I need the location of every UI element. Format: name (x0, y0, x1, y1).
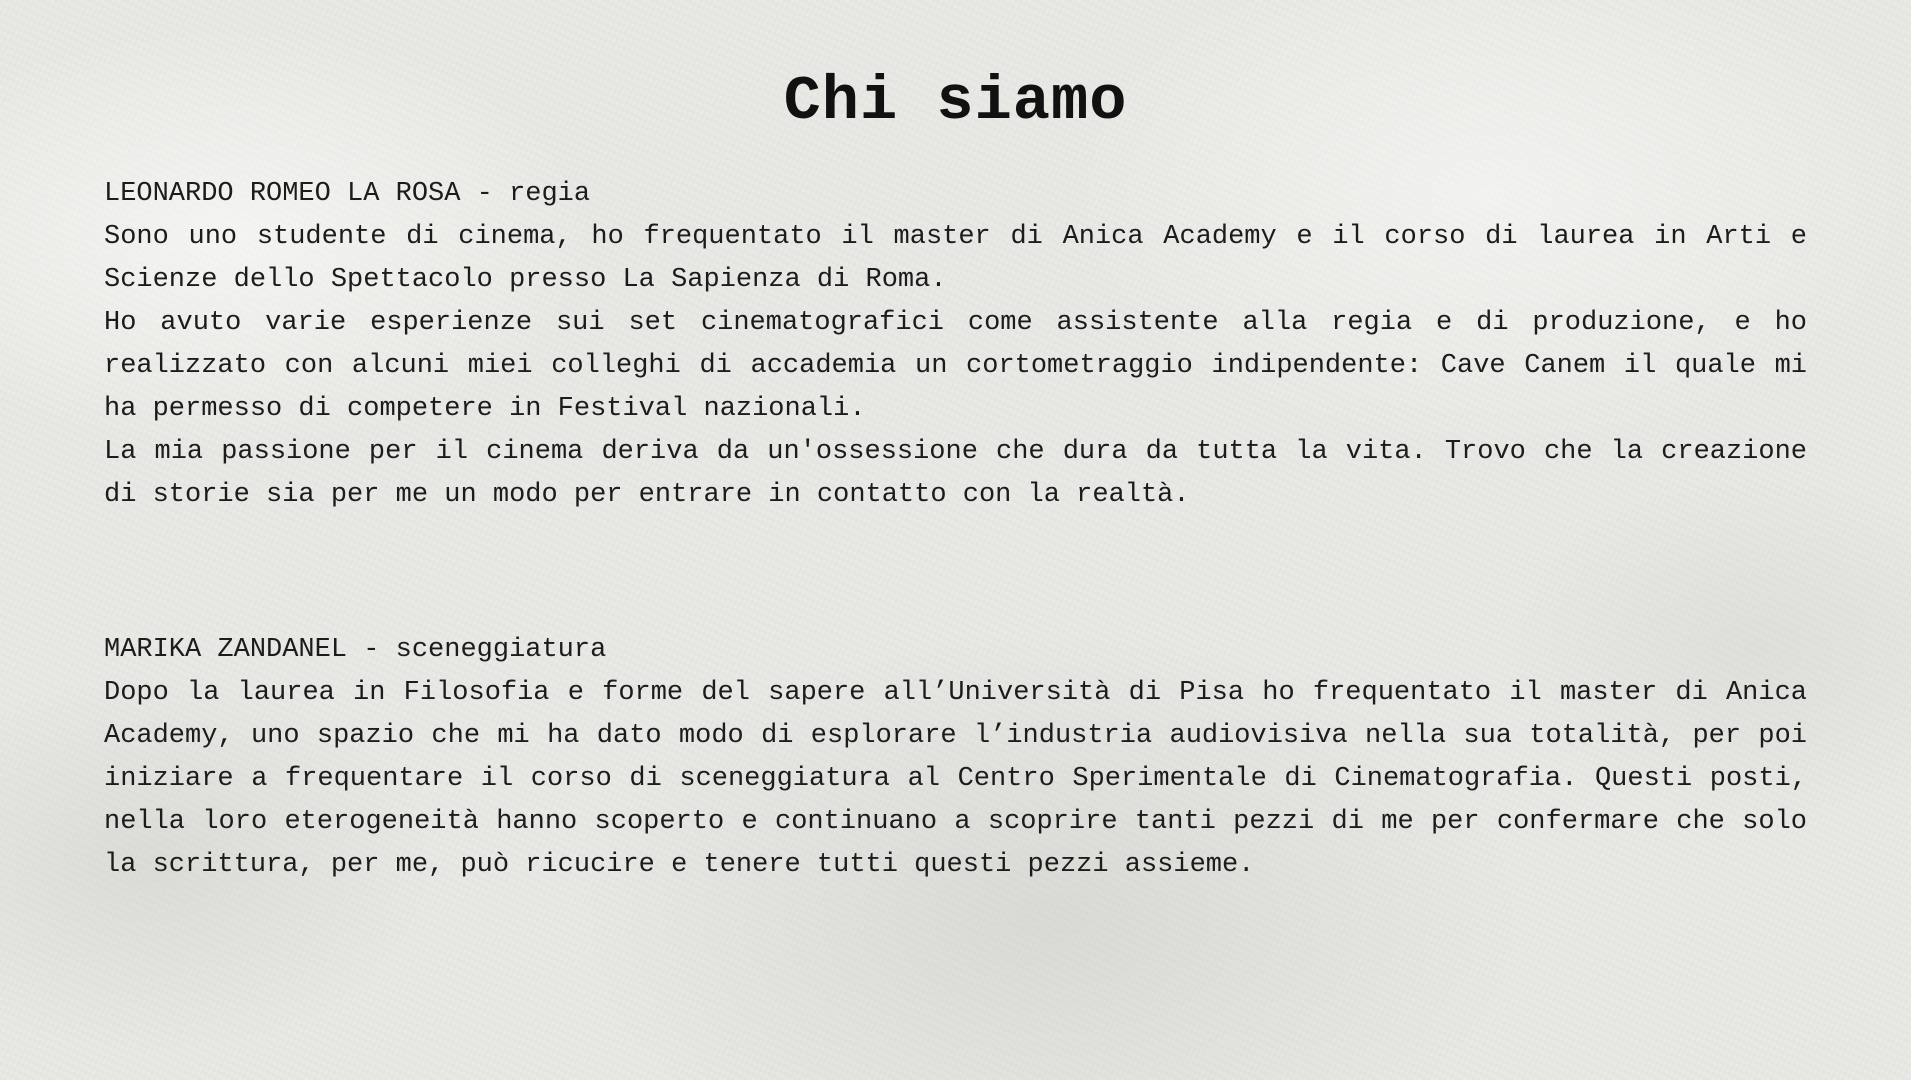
member-section-leonardo (104, 173, 1807, 517)
member-bio-paragraph: La mia passione per il cinema deriva da un'ossessione che dura da tutta la vita. Trovo che la creazione di storie sia per me un modo per entrare in contatto con la realtà. (104, 437, 1807, 510)
page-title: Chi siamo (783, 66, 1128, 137)
member-heading: LEONARDO ROMEO LA ROSA - regia (104, 179, 591, 209)
member-bio-paragraph: Ho avuto varie esperienze sui set cinematografici come assistente alla regia e di produzione, e ho realizzato con alcuni miei colleghi di accademia un cortometraggio indipendente: Cave Canem il quale mi ha permesso di competere in Festival nazionali. (104, 308, 1807, 424)
member-section-marika (104, 629, 1807, 887)
member-bio-paragraph: Sono uno studente di cinema, ho frequentato il master di Anica Academy e il corso di laurea in Arti e Scienze dello Spettacolo presso La Sapienza di Roma. (104, 222, 1807, 295)
member-heading: MARIKA ZANDANEL - sceneggiatura (104, 635, 607, 665)
member-bio-paragraph: Dopo la laurea in Filosofia e forme del sapere all’Università di Pisa ho frequentato il master di Anica Academy, uno spazio che mi ha dato modo di esplorare l’industria audiovisiva nella sua totalità, per poi iniziare a frequentare il corso di sceneggiatura al Centro Sperimentale di Cinematografia. Questi posti, nella loro eterogeneità hanno scoperto e continuano a scoprire tanti pezzi di me per confermare che solo la scrittura, per me, può ricucire e tenere tutti questi pezzi assieme. (104, 678, 1807, 880)
